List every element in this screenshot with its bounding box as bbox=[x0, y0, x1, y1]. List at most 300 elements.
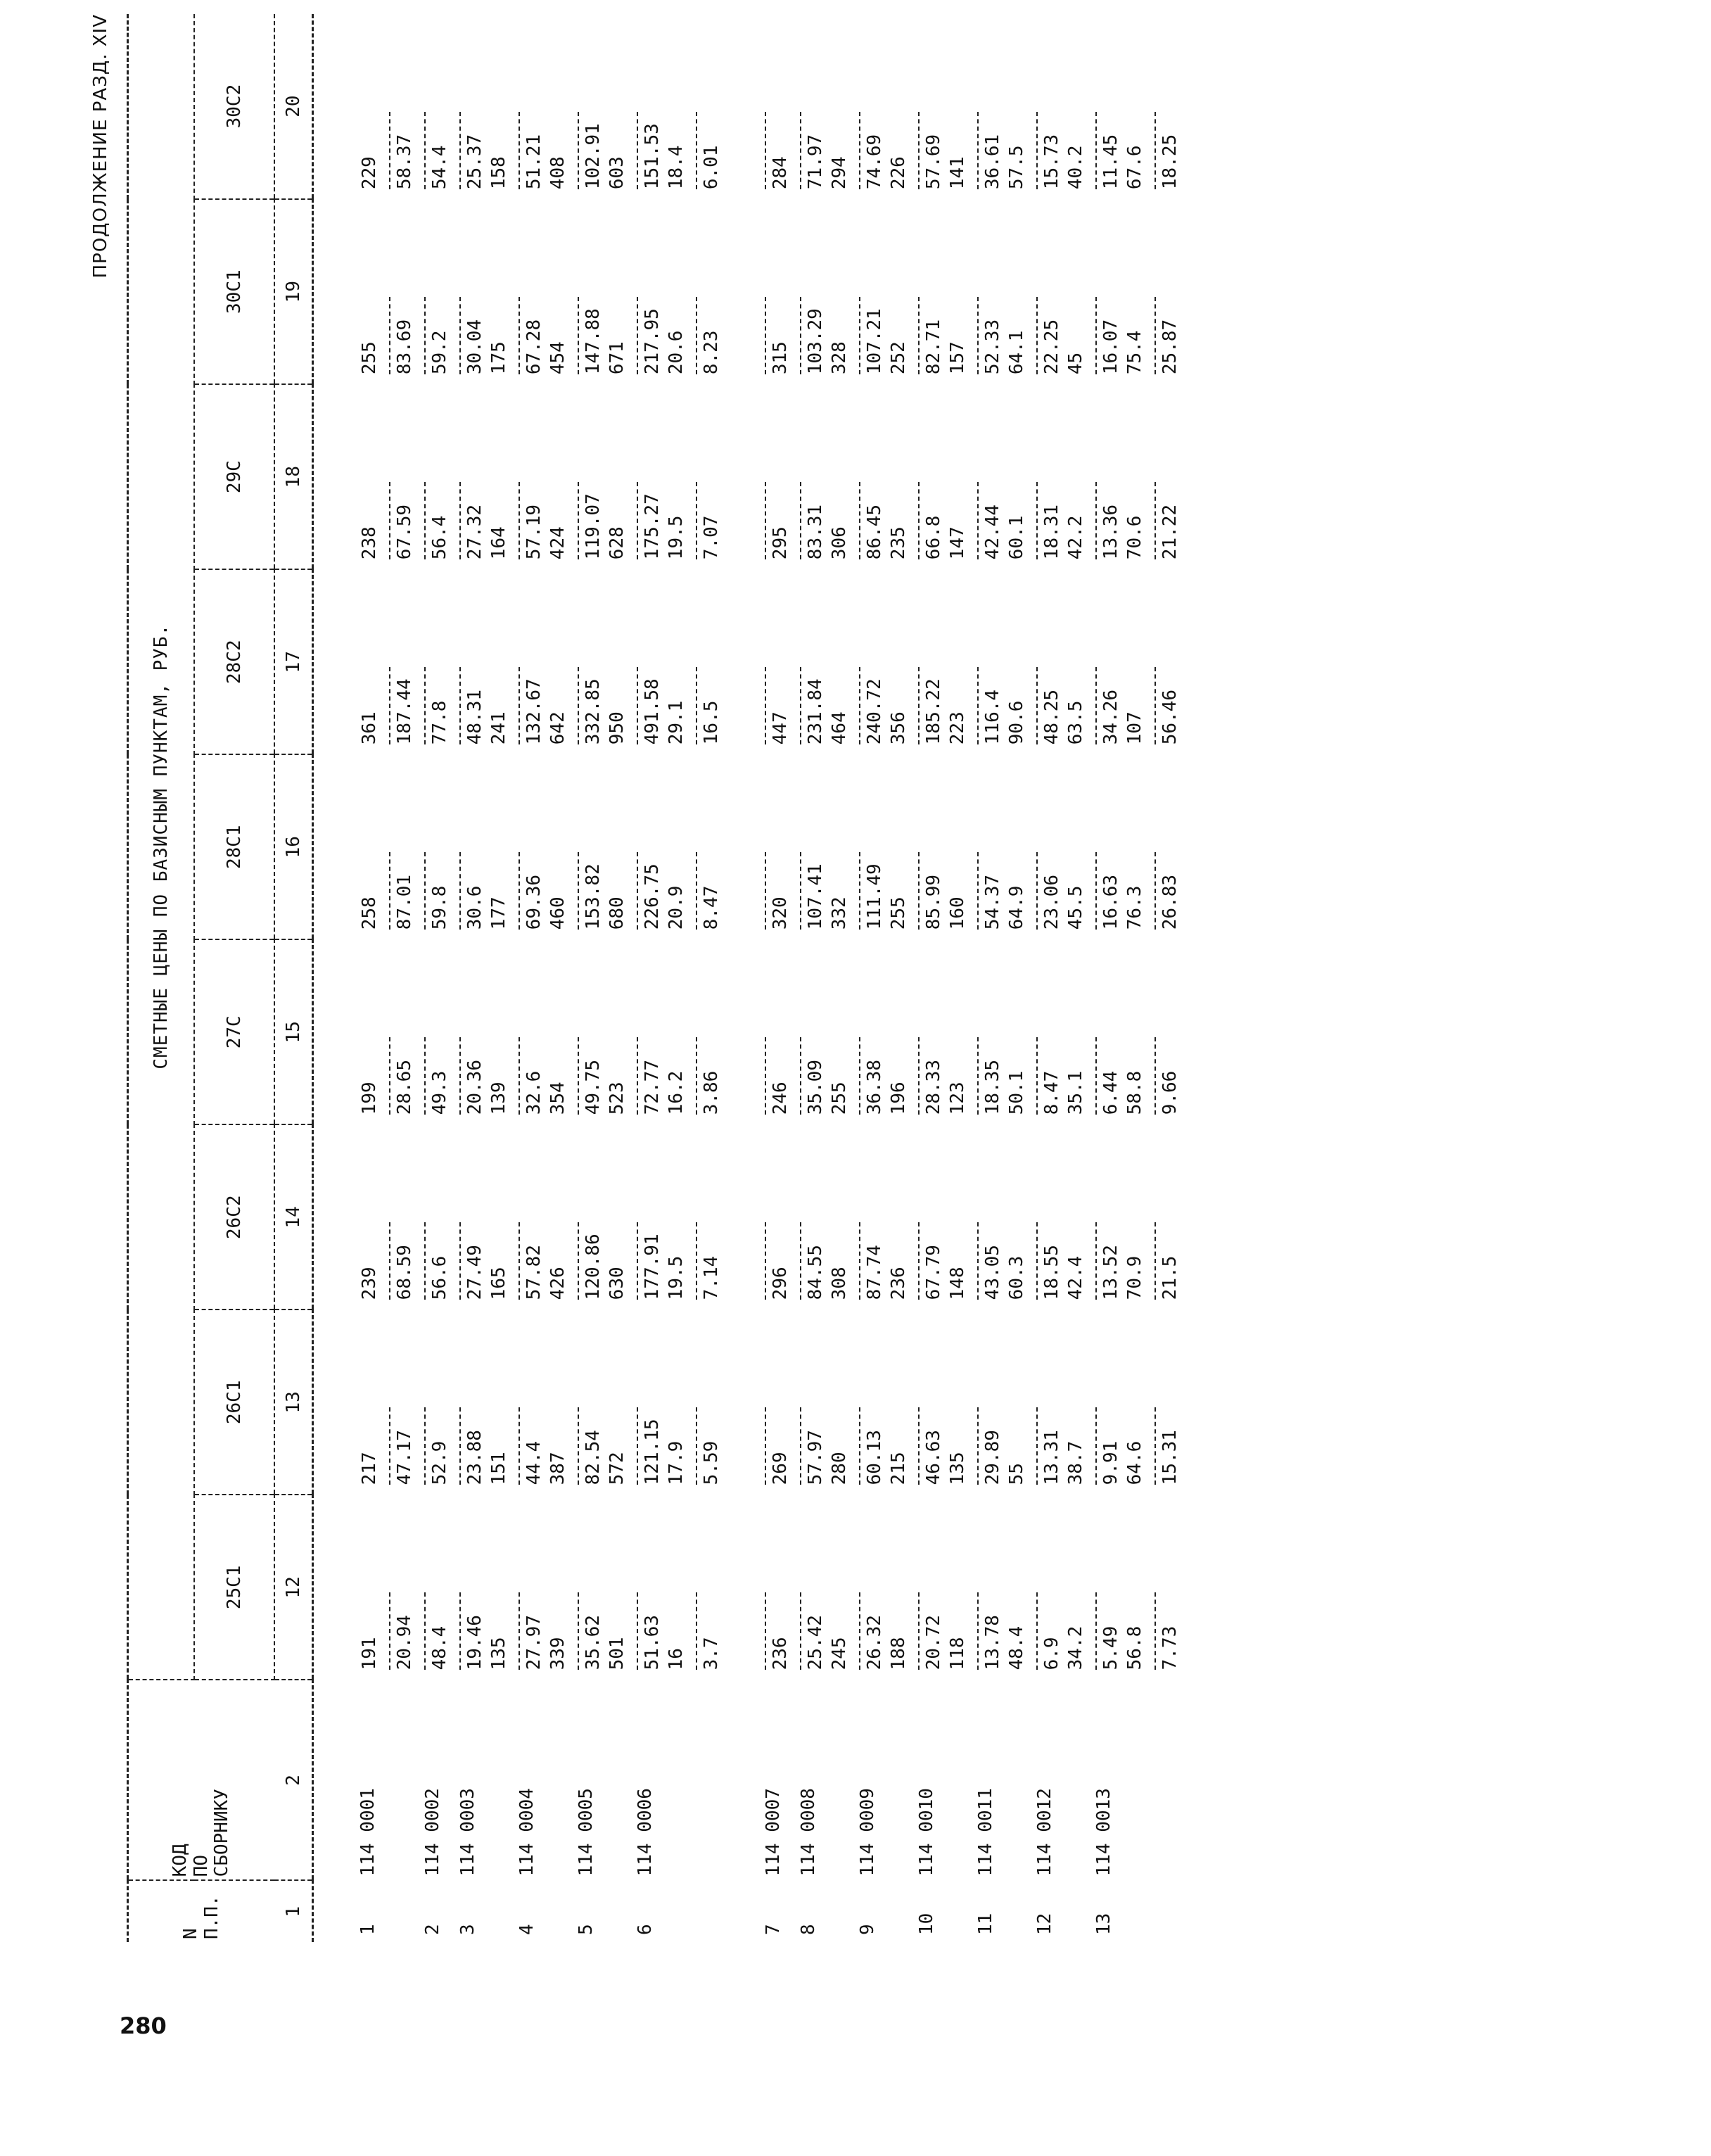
value-separator bbox=[918, 1222, 920, 1300]
price-value: 45.5 bbox=[1065, 885, 1086, 930]
price-values bbox=[763, 1400, 792, 1485]
table-row bbox=[514, 14, 573, 1942]
column-number: 12 bbox=[274, 1495, 313, 1680]
price-cell bbox=[573, 14, 632, 199]
price-value: 120.86 bbox=[583, 1234, 604, 1300]
value-separator bbox=[1155, 1222, 1156, 1300]
price-cell bbox=[454, 1124, 514, 1310]
price-cell bbox=[760, 14, 795, 199]
value-separator bbox=[519, 297, 520, 374]
price-value: 118 bbox=[947, 1637, 968, 1670]
price-value: 77.8 bbox=[429, 700, 450, 745]
price-values bbox=[916, 845, 969, 930]
price-value: 680 bbox=[606, 896, 628, 930]
value-separator bbox=[1095, 852, 1097, 930]
price-value: 157 bbox=[947, 341, 968, 375]
price-cell bbox=[913, 1495, 972, 1680]
price-value: 29.1 bbox=[666, 700, 687, 745]
price-values bbox=[635, 1400, 688, 1485]
price-cell bbox=[573, 754, 632, 939]
value-separator bbox=[424, 112, 426, 189]
table-row bbox=[1150, 14, 1185, 1942]
column-header: 26С2 bbox=[194, 1124, 274, 1310]
value-separator bbox=[918, 852, 920, 930]
price-value: 223 bbox=[947, 711, 968, 745]
price-values bbox=[357, 1215, 381, 1300]
price-cell bbox=[1090, 1310, 1150, 1495]
price-cell bbox=[573, 939, 632, 1124]
value-separator bbox=[859, 482, 860, 559]
value-separator bbox=[696, 667, 697, 744]
value-separator bbox=[424, 482, 426, 559]
price-value: 141 bbox=[947, 156, 968, 190]
price-cell bbox=[573, 199, 632, 384]
price-cell bbox=[514, 1124, 573, 1310]
price-value: 59.2 bbox=[429, 330, 450, 375]
price-value: 16.63 bbox=[1100, 874, 1121, 930]
value-separator bbox=[519, 1407, 520, 1485]
row-number: 11 bbox=[975, 1913, 996, 1935]
value-separator bbox=[977, 1037, 979, 1115]
price-values bbox=[357, 105, 381, 189]
price-value: 26.32 bbox=[864, 1615, 885, 1670]
price-value: 52.9 bbox=[429, 1440, 450, 1485]
price-cell bbox=[454, 1495, 514, 1680]
value-separator bbox=[519, 1592, 520, 1670]
price-cell bbox=[1150, 1124, 1185, 1310]
row-code: 114 0012 bbox=[1034, 1788, 1055, 1877]
row-code: 114 0005 bbox=[575, 1788, 597, 1877]
price-value: 34.2 bbox=[1065, 1625, 1086, 1670]
price-value: 13.31 bbox=[1041, 1430, 1062, 1485]
price-value: 339 bbox=[547, 1637, 568, 1670]
price-value: 6.44 bbox=[1100, 1070, 1121, 1115]
price-cell bbox=[514, 754, 573, 939]
price-value: 45 bbox=[1065, 352, 1086, 375]
row-number: 3 bbox=[457, 1924, 478, 1935]
table-row bbox=[795, 14, 854, 1942]
value-separator bbox=[800, 1222, 801, 1300]
price-values bbox=[694, 105, 723, 189]
value-separator bbox=[859, 1592, 860, 1670]
price-value: 36.61 bbox=[982, 134, 1003, 190]
price-cell bbox=[795, 199, 854, 384]
value-separator bbox=[389, 1407, 390, 1485]
price-value: 572 bbox=[606, 1452, 628, 1485]
price-value: 51.63 bbox=[642, 1615, 663, 1670]
price-cell bbox=[454, 569, 514, 754]
value-separator bbox=[519, 667, 520, 744]
price-values bbox=[575, 1400, 629, 1485]
price-values bbox=[457, 1400, 511, 1485]
value-separator bbox=[918, 1592, 920, 1670]
value-separator bbox=[800, 852, 801, 930]
value-separator bbox=[578, 297, 579, 374]
price-value: 69.36 bbox=[523, 874, 545, 930]
price-values bbox=[916, 660, 969, 744]
price-cell bbox=[1031, 1124, 1090, 1310]
price-values bbox=[1152, 1030, 1182, 1115]
price-value: 523 bbox=[606, 1082, 628, 1115]
price-values bbox=[1152, 660, 1182, 744]
price-cell bbox=[760, 199, 795, 384]
table-row bbox=[384, 14, 419, 1942]
row-code: 114 0008 bbox=[798, 1788, 819, 1877]
price-values bbox=[763, 105, 792, 189]
price-values bbox=[763, 845, 792, 930]
row-code bbox=[1150, 1680, 1185, 1880]
price-values bbox=[1093, 290, 1147, 374]
price-cell bbox=[355, 1495, 384, 1680]
value-separator bbox=[519, 1222, 520, 1300]
price-cell bbox=[355, 384, 384, 569]
col-code-label-line: КОД bbox=[169, 1844, 191, 1877]
value-separator bbox=[765, 112, 766, 189]
price-value: 255 bbox=[888, 896, 909, 930]
price-value: 177 bbox=[488, 896, 509, 930]
price-cell bbox=[972, 199, 1031, 384]
price-values bbox=[516, 660, 570, 744]
price-value: 87.74 bbox=[864, 1245, 885, 1300]
value-separator bbox=[1036, 1592, 1038, 1670]
price-value: 52.33 bbox=[982, 319, 1003, 375]
price-cell bbox=[1090, 1124, 1150, 1310]
price-value: 255 bbox=[829, 1082, 850, 1115]
price-value: 217 bbox=[359, 1452, 380, 1485]
price-value: 48.25 bbox=[1041, 689, 1062, 745]
value-separator bbox=[1155, 852, 1156, 930]
price-value: 424 bbox=[547, 526, 568, 560]
price-value: 87.01 bbox=[394, 874, 415, 930]
price-values bbox=[975, 105, 1029, 189]
price-values bbox=[1093, 475, 1147, 559]
price-cell bbox=[972, 1495, 1031, 1680]
price-cell bbox=[691, 1124, 726, 1310]
price-value: 361 bbox=[359, 711, 380, 745]
price-cell bbox=[573, 1495, 632, 1680]
price-values bbox=[1152, 1400, 1182, 1485]
value-separator bbox=[459, 482, 461, 559]
page-header: ПРОДОЛЖЕНИЕ РАЗД. XIV bbox=[90, 14, 111, 279]
price-values bbox=[916, 1585, 969, 1670]
price-value: 19.46 bbox=[464, 1615, 485, 1670]
price-value: 27.97 bbox=[523, 1615, 545, 1670]
price-cell bbox=[913, 1124, 972, 1310]
price-values bbox=[387, 660, 416, 744]
price-value: 57.69 bbox=[923, 134, 944, 190]
price-values bbox=[387, 1400, 416, 1485]
value-separator bbox=[389, 667, 390, 744]
price-value: 175 bbox=[488, 341, 509, 375]
price-value: 58.8 bbox=[1124, 1070, 1145, 1115]
price-value: 21.5 bbox=[1159, 1255, 1181, 1300]
table-row bbox=[573, 14, 632, 1942]
value-separator bbox=[578, 1037, 579, 1115]
table-row bbox=[419, 14, 454, 1942]
value-separator bbox=[578, 852, 579, 930]
value-separator bbox=[459, 112, 461, 189]
price-value: 13.52 bbox=[1100, 1245, 1121, 1300]
price-value: 20.72 bbox=[923, 1615, 944, 1670]
price-values bbox=[916, 1400, 969, 1485]
price-cell bbox=[795, 569, 854, 754]
price-value: 103.29 bbox=[805, 308, 826, 375]
price-cell bbox=[854, 754, 913, 939]
price-values bbox=[422, 845, 452, 930]
value-separator bbox=[1155, 1407, 1156, 1485]
price-values bbox=[1093, 1030, 1147, 1115]
col-n-label-line: П.П. bbox=[201, 1895, 222, 1939]
header-row-numbers bbox=[274, 14, 313, 1942]
price-value: 5.49 bbox=[1100, 1625, 1121, 1670]
price-value: 18.25 bbox=[1159, 134, 1181, 190]
column-header: 28С2 bbox=[194, 569, 274, 754]
price-values bbox=[635, 1585, 688, 1670]
price-cell bbox=[573, 384, 632, 569]
value-separator bbox=[918, 112, 920, 189]
price-cell bbox=[913, 384, 972, 569]
table-body bbox=[313, 14, 1185, 1942]
price-values bbox=[1093, 1215, 1147, 1300]
price-cell bbox=[632, 384, 691, 569]
price-cell bbox=[972, 1124, 1031, 1310]
price-cell bbox=[514, 939, 573, 1124]
price-values bbox=[516, 1030, 570, 1115]
col-n-header bbox=[128, 1880, 275, 1942]
value-separator bbox=[859, 667, 860, 744]
table-row bbox=[454, 14, 514, 1942]
price-cell bbox=[454, 754, 514, 939]
value-separator bbox=[637, 852, 638, 930]
column-number: 15 bbox=[274, 939, 313, 1124]
price-value: 23.88 bbox=[464, 1430, 485, 1485]
price-cell bbox=[1150, 14, 1185, 199]
price-cell bbox=[795, 14, 854, 199]
price-value: 8.47 bbox=[701, 885, 722, 930]
price-cell bbox=[913, 199, 972, 384]
price-value: 258 bbox=[359, 896, 380, 930]
price-value: 83.31 bbox=[805, 504, 826, 560]
price-cell bbox=[573, 1124, 632, 1310]
price-values bbox=[1093, 1400, 1147, 1485]
price-value: 84.55 bbox=[805, 1245, 826, 1300]
price-value: 42.4 bbox=[1065, 1255, 1086, 1300]
price-value: 49.75 bbox=[583, 1060, 604, 1115]
price-values bbox=[516, 105, 570, 189]
price-cell bbox=[972, 939, 1031, 1124]
column-number: 2 bbox=[274, 1680, 313, 1880]
price-value: 460 bbox=[547, 896, 568, 930]
value-separator bbox=[1155, 112, 1156, 189]
price-cell bbox=[632, 1124, 691, 1310]
price-values bbox=[798, 475, 851, 559]
value-separator bbox=[696, 1592, 697, 1670]
price-value: 54.37 bbox=[982, 874, 1003, 930]
price-values bbox=[516, 845, 570, 930]
price-value: 642 bbox=[547, 711, 568, 745]
price-value: 15.31 bbox=[1159, 1430, 1181, 1485]
price-values bbox=[422, 1215, 452, 1300]
price-cell bbox=[913, 939, 972, 1124]
price-value: 229 bbox=[359, 156, 380, 190]
price-value: 66.8 bbox=[923, 515, 944, 560]
value-separator bbox=[578, 1592, 579, 1670]
value-separator bbox=[1036, 482, 1038, 559]
price-values bbox=[857, 1215, 910, 1300]
value-separator bbox=[1036, 667, 1038, 744]
price-value: 42.2 bbox=[1065, 515, 1086, 560]
price-cell bbox=[355, 199, 384, 384]
price-cell bbox=[972, 754, 1031, 939]
price-value: 119.07 bbox=[583, 493, 604, 560]
price-values bbox=[798, 1030, 851, 1115]
price-values bbox=[387, 290, 416, 374]
price-value: 50.1 bbox=[1006, 1070, 1027, 1115]
price-values bbox=[798, 660, 851, 744]
price-values bbox=[516, 1215, 570, 1300]
price-value: 231.84 bbox=[805, 678, 826, 745]
price-values bbox=[1034, 290, 1088, 374]
price-values bbox=[1152, 290, 1182, 374]
value-separator bbox=[424, 1222, 426, 1300]
price-value: 332.85 bbox=[583, 678, 604, 745]
price-value: 54.4 bbox=[429, 145, 450, 190]
row-code: 114 0001 bbox=[357, 1788, 379, 1877]
price-value: 147.88 bbox=[583, 308, 604, 375]
value-separator bbox=[859, 1037, 860, 1115]
price-values bbox=[422, 1585, 452, 1670]
value-separator bbox=[459, 667, 461, 744]
price-values bbox=[916, 475, 969, 559]
price-value: 148 bbox=[947, 1267, 968, 1300]
price-values bbox=[694, 1585, 723, 1670]
price-value: 107.21 bbox=[864, 308, 885, 375]
price-cell bbox=[454, 14, 514, 199]
price-value: 426 bbox=[547, 1267, 568, 1300]
value-separator bbox=[578, 482, 579, 559]
column-number: 20 bbox=[274, 14, 313, 199]
price-values bbox=[763, 1585, 792, 1670]
table-row bbox=[1031, 14, 1090, 1942]
price-value: 320 bbox=[770, 896, 791, 930]
price-cell bbox=[1090, 939, 1150, 1124]
price-cell bbox=[1090, 569, 1150, 754]
price-value: 308 bbox=[829, 1267, 850, 1300]
price-values bbox=[575, 475, 629, 559]
price-value: 57.19 bbox=[523, 504, 545, 560]
price-values bbox=[1152, 1215, 1182, 1300]
price-value: 132.67 bbox=[523, 678, 545, 745]
price-values bbox=[357, 1400, 381, 1485]
price-cell bbox=[1090, 14, 1150, 199]
row-code: 114 0003 bbox=[457, 1788, 478, 1877]
price-value: 11.45 bbox=[1100, 134, 1121, 190]
price-cell bbox=[514, 199, 573, 384]
price-value: 64.6 bbox=[1124, 1440, 1145, 1485]
price-value: 56.8 bbox=[1124, 1625, 1145, 1670]
price-cell bbox=[355, 754, 384, 939]
price-cell bbox=[514, 569, 573, 754]
value-separator bbox=[696, 482, 697, 559]
table-row bbox=[913, 14, 972, 1942]
column-header: 29С bbox=[194, 384, 274, 569]
price-value: 35.62 bbox=[583, 1615, 604, 1670]
price-value: 42.44 bbox=[982, 504, 1003, 560]
price-values bbox=[1034, 845, 1088, 930]
price-value: 151 bbox=[488, 1452, 509, 1485]
price-value: 135 bbox=[488, 1637, 509, 1670]
price-value: 671 bbox=[606, 341, 628, 375]
price-values bbox=[763, 1215, 792, 1300]
price-cell bbox=[632, 569, 691, 754]
price-values bbox=[357, 845, 381, 930]
price-cell bbox=[760, 1310, 795, 1495]
price-values bbox=[798, 105, 851, 189]
price-values bbox=[387, 475, 416, 559]
page-number: 280 bbox=[120, 2012, 167, 2039]
price-cell bbox=[913, 754, 972, 939]
price-value: 5.59 bbox=[701, 1440, 722, 1485]
price-value: 76.3 bbox=[1124, 885, 1145, 930]
price-cell bbox=[972, 384, 1031, 569]
value-separator bbox=[696, 1407, 697, 1485]
price-cell bbox=[454, 1310, 514, 1495]
value-separator bbox=[918, 1407, 920, 1485]
value-separator bbox=[696, 297, 697, 374]
price-values bbox=[635, 290, 688, 374]
row-number bbox=[384, 1880, 419, 1942]
price-value: 8.47 bbox=[1041, 1070, 1062, 1115]
value-separator bbox=[424, 852, 426, 930]
price-value: 164 bbox=[488, 526, 509, 560]
price-cell bbox=[419, 1310, 454, 1495]
price-value: 51.21 bbox=[523, 134, 545, 190]
price-cell bbox=[1150, 1310, 1185, 1495]
price-values bbox=[1152, 105, 1182, 189]
table-row bbox=[854, 14, 913, 1942]
price-cell bbox=[573, 569, 632, 754]
price-value: 20.9 bbox=[666, 885, 687, 930]
price-cell bbox=[632, 1495, 691, 1680]
price-cell bbox=[384, 199, 419, 384]
price-values bbox=[1034, 1400, 1088, 1485]
price-values bbox=[1034, 660, 1088, 744]
price-cell bbox=[419, 384, 454, 569]
price-cell bbox=[1031, 569, 1090, 754]
price-values bbox=[1152, 845, 1182, 930]
value-separator bbox=[637, 1037, 638, 1115]
value-separator bbox=[1155, 297, 1156, 374]
price-values bbox=[975, 1585, 1029, 1670]
value-separator bbox=[918, 482, 920, 559]
price-value: 48.31 bbox=[464, 689, 485, 745]
value-separator bbox=[977, 667, 979, 744]
row-number: 4 bbox=[516, 1924, 538, 1935]
price-value: 315 bbox=[770, 341, 791, 375]
price-values bbox=[916, 1030, 969, 1115]
price-values bbox=[635, 1030, 688, 1115]
price-value: 27.49 bbox=[464, 1245, 485, 1300]
price-values bbox=[387, 845, 416, 930]
value-separator bbox=[800, 1037, 801, 1115]
value-separator bbox=[519, 112, 520, 189]
price-values bbox=[694, 290, 723, 374]
price-value: 32.6 bbox=[523, 1070, 545, 1115]
rotated-page bbox=[77, 0, 1604, 1942]
price-cell bbox=[691, 1310, 726, 1495]
price-values bbox=[1034, 105, 1088, 189]
value-separator bbox=[1095, 297, 1097, 374]
